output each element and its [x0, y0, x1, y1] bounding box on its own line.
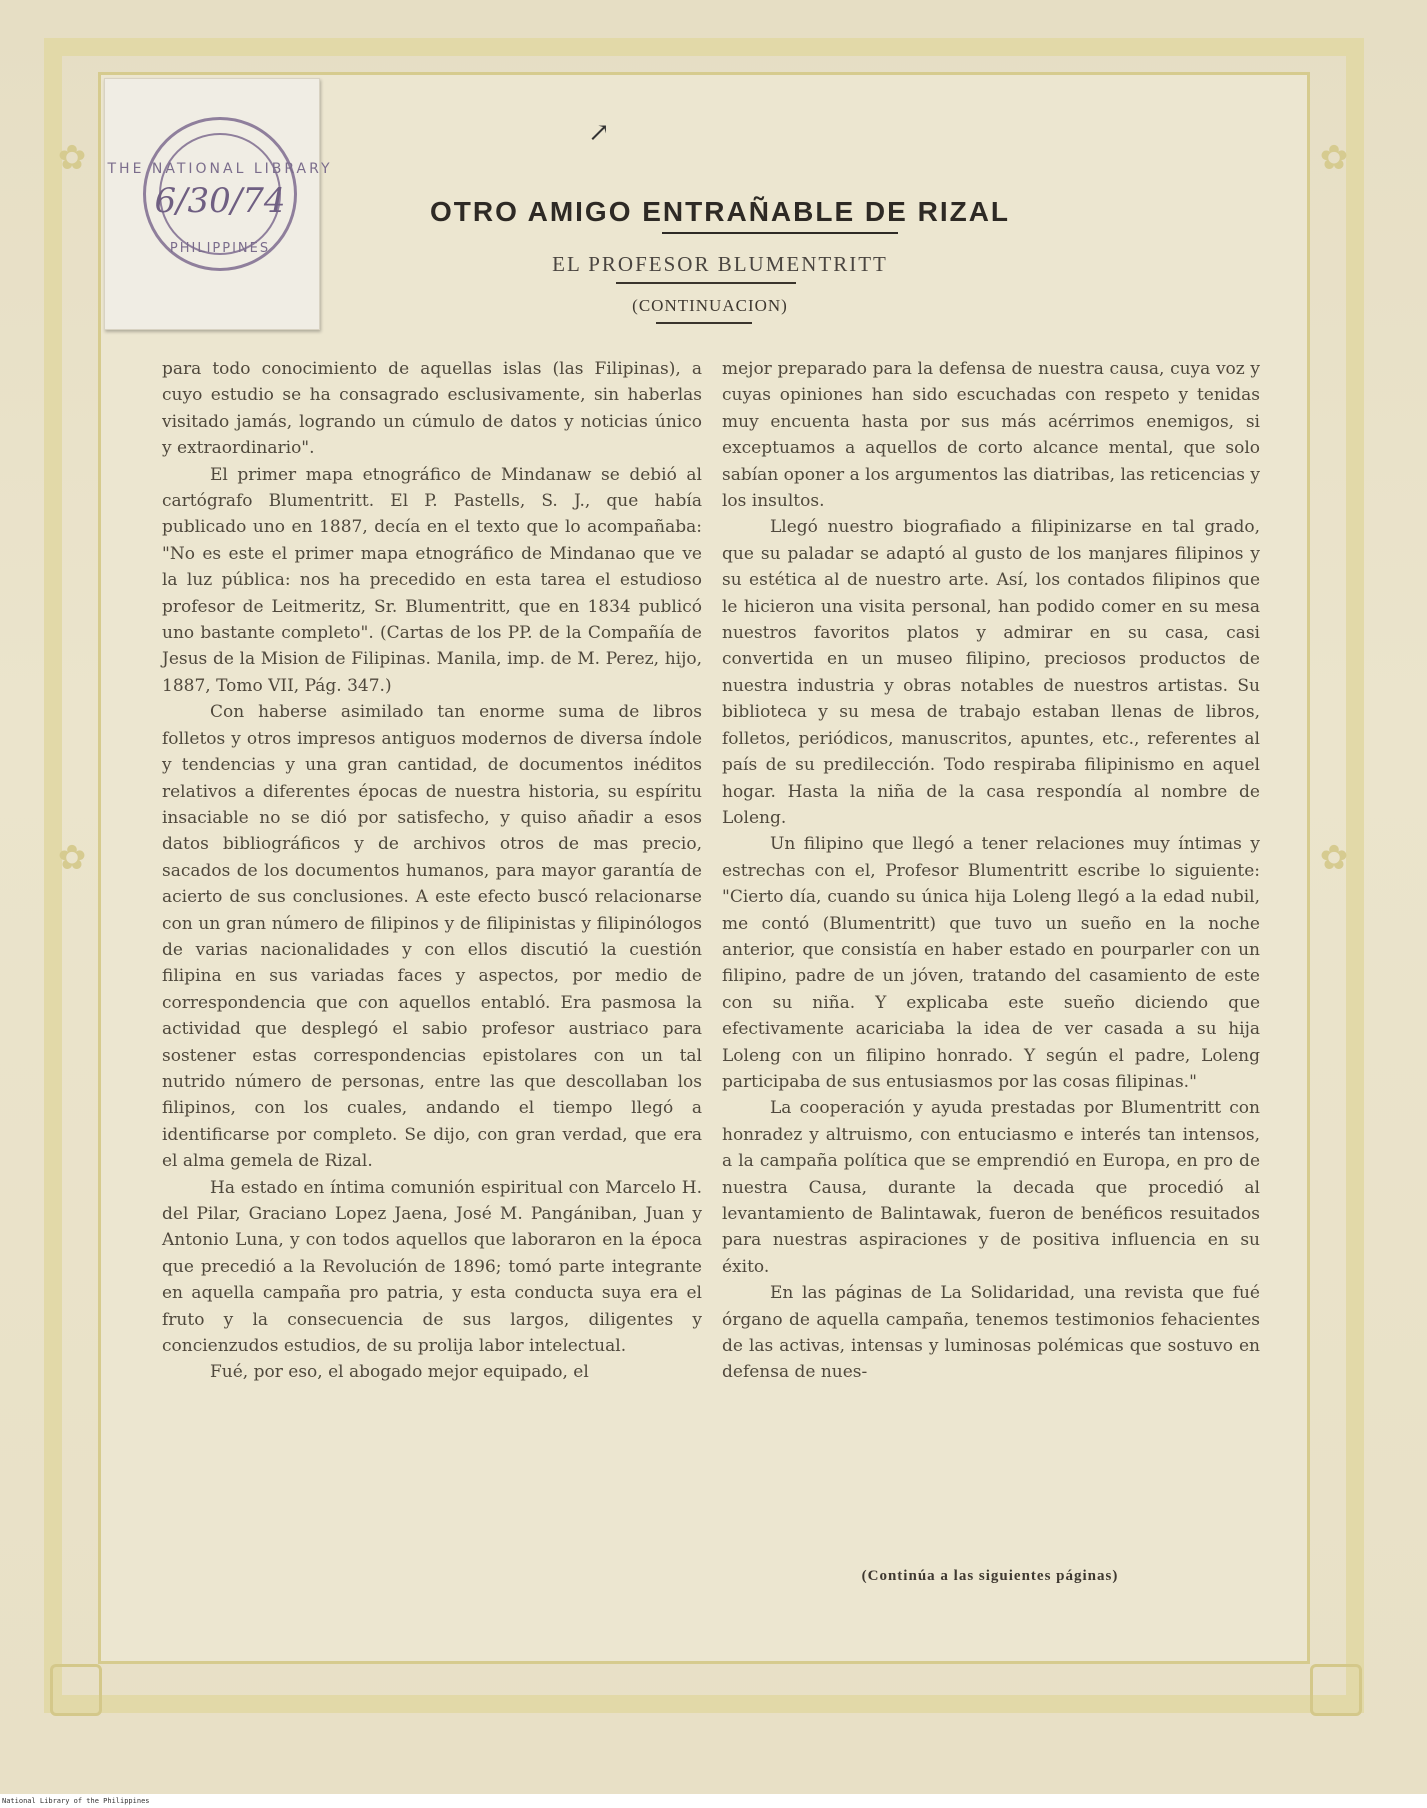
corner-ornament-icon — [50, 1664, 102, 1716]
paragraph: Fué, por eso, el abogado mejor equipado, el — [210, 1362, 589, 1383]
pen-mark-icon: ↗ — [588, 118, 610, 148]
stamp-date: 6/30/74 — [154, 181, 286, 221]
continuation-label: (CONTINUACION) — [632, 296, 788, 315]
library-credit: National Library of the Philippines — [0, 1794, 1427, 1808]
left-column — [162, 356, 702, 1386]
corner-ornament-icon — [1310, 1664, 1362, 1716]
stamp-top-text: THE NATIONAL LIBRARY — [107, 161, 333, 177]
paragraph: Llegó nuestro biografiado a filipinizarse en tal grado, que su paladar se adaptó al gusto de los manjares filipinos y su estética al de nuestro arte. Así, los contados filipinos que le hicieron una visita personal, han podido comer en su mesa nuestros favoritos platos y admirar en su casa, casi convertida en un museo filipino, preciosos productos de nuestra industria y obras notables de nuestros artistas. Su biblioteca y su mesa de trabajo estaban llenas de libros, folletos, periódicos, manuscritos, apuntes, etc., referentes al país de su predilección. Todo respiraba filipinismo en aquel hogar. Hasta la niña de la casa respondía al nombre de Loleng. — [722, 517, 1260, 828]
paragraph: mejor preparado para la defensa de nuestra causa, cuya voz y cuyas opiniones han sido escuchadas con respeto y tenidas muy encuenta hasta por sus más acérrimos enemigos, si exceptuamos a aquellos de corto alcance mental, que solo sabían oponer a los argumentos las diatribas, las reticencias y los insultos. — [722, 359, 1260, 512]
subtitle-underline — [616, 282, 796, 284]
paragraph: Con haberse asimilado tan enorme suma de libros folletos y otros impresos antiguos modernos de diversa índole y tendencias y una gran cantidad, de documentos inéditos relativos a diferentes épocas de nuestra historia, su espíritu insaciable no se dió por satisfecho, y quiso añadir a esos datos bibliográficos y de archivos otros de mas precio, sacados de los documentos humanos, para mayor garantía de acierto de sus conclusiones. A este efecto buscó relacionarse con un gran número de filipinos y de filipinistas y filipinólogos de varias nacionalidades y con ellos discutió la cuestión filipina en sus variadas faces y aspectos, por medio de correspondencia que con aquellos entabló. Era pasmosa la actividad que desplegó el sabio profesor austriaco para sostener estas correspondencias epistolares con un tal nutrido número de personas, entre las que descollaban los filipinos, con los cuales, andando el tiempo llegó a identificarse por completo. Se dijo, con gran verdad, que era el alma gemela de Rizal. — [162, 702, 702, 1172]
right-column — [722, 356, 1260, 1386]
flower-ornament-icon: ✿ — [1319, 838, 1349, 878]
paragraph: Un filipino que llegó a tener relaciones muy íntimas y estrechas con el, Profesor Blumentritt escribe lo siguiente: "Cierto día, cuando su única hija Loleng llegó a la edad nubil, me contó (Blumentritt) que tuvo un sueño en la noche anterior, que consistía en haber estado en pourparler con un filipino, padre de un jóven, tratando del casamiento de este con su niña. Y explicaba este sueño diciendo que efectivamente acariciaba la idea de ver casada a su hija Loleng con un filipino honrado. Y según el padre, Loleng participaba de sus entusiasmos por las cosas filipinas." — [722, 834, 1260, 1092]
flower-ornament-icon: ✿ — [1319, 138, 1349, 178]
paragraph: para todo conocimiento de aquellas islas (las Filipinas), a cuyo estudio se ha consagrado esclusivamente, sin haberlas visitado jamás, logrando un cúmulo de datos y noticias único y extraordinario". — [162, 359, 702, 459]
paragraph: Ha estado en íntima comunión espiritual con Marcelo H. del Pilar, Graciano Lopez Jaena, José M. Pangániban, Juan y Antonio Luna, y con todos aquellos que laboraron en la época que precedió a la Revolución de 1896; tomó parte integrante en aquella campaña pro patria, y esta conducta suya era el fruto y la consecuencia de sus largos, diligentes y concienzudos estudios, de su prolija labor intelectual. — [162, 1177, 702, 1357]
paragraph: En las páginas de La Solidaridad, una revista que fué órgano de aquella campaña, tenemos testimonios fehacientes de las activas, intensas y luminosas polémicas que sostuvo en defensa de nues- — [722, 1283, 1260, 1383]
paragraph: El primer mapa etnográfico de Mindanaw se debió al cartógrafo Blumentritt. El P. Pastells, S. J., que había publicado uno en 1887, decía en el texto que lo acompañaba: "No es este el primer mapa etnográfico de Mindanao que ve la luz pública: nos ha precedido en esta tarea el estudioso profesor de Leitmeritz, Sr. Blumentritt, que en 1834 publicó uno bastante completo". (Cartas de los PP. de la Compañía de Jesus de la Mision de Filipinas. Manila, imp. de M. Perez, hijo, 1887, Tomo VII, Pág. 347.) — [162, 464, 702, 696]
article-title: OTRO AMIGO ENTRAÑABLE DE RIZAL — [429, 196, 1011, 227]
flower-ornament-icon: ✿ — [57, 838, 87, 878]
title-underline — [662, 232, 898, 234]
library-stamp-card — [104, 78, 333, 330]
stamp-bottom-text: PHILIPPINES — [169, 241, 271, 256]
flower-ornament-icon: ✿ — [57, 138, 87, 178]
article-subtitle: EL PROFESOR BLUMENTRITT — [552, 252, 888, 276]
continued-note: (Continúa a las siguientes páginas) — [861, 1568, 1119, 1584]
paragraph: La cooperación y ayuda prestadas por Blumentritt con honradez y altruismo, con entuciasmo e interés tan intensos, a la campaña política que se emprendió en Europa, en pro de nuestra Causa, durante la decada que procedió al levantamiento de Balintawak, fueron de benéficos resuitados para nuestras aspiraciones y de positiva influencia en su éxito. — [722, 1098, 1260, 1277]
continuation-underline — [656, 322, 752, 324]
